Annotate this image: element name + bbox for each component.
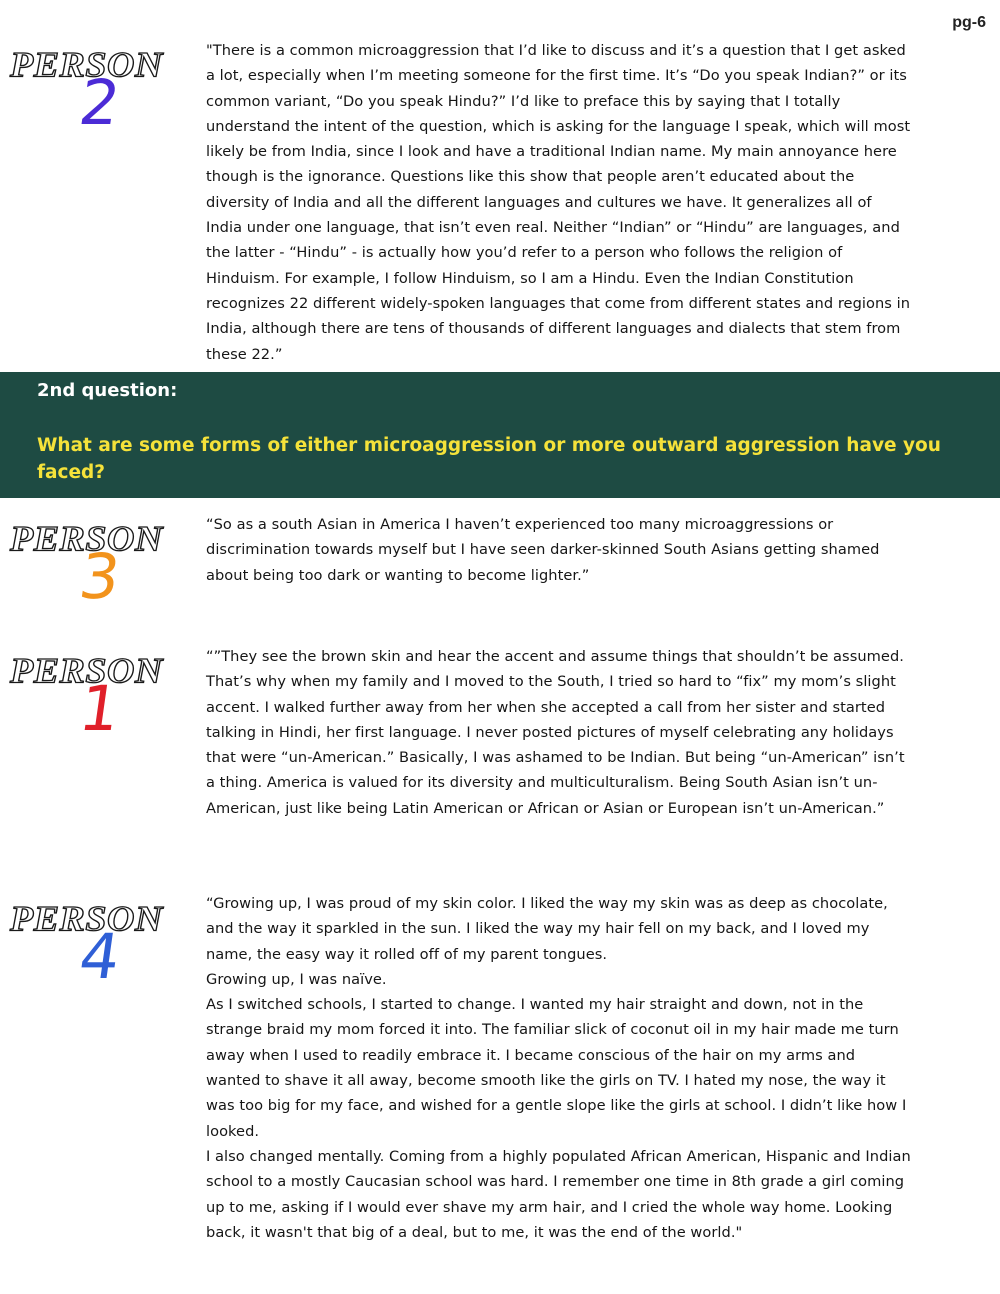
person-2-quote	[206, 38, 911, 367]
person-3-quote	[206, 512, 911, 588]
quote-paragraph: As I switched schools, I started to change. I wanted my hair straight and down, not in the strange braid my mom forced it into. The familiar slick of coconut oil in my hair made me turn away when I used to readily embrace it. I became conscious of the hair on my arms and wanted to shave it all away, become smooth like the girls on TV. I hated my nose, the way it was too big for my face, and wished for a gentle slope like the girls at school. I didn’t like how I looked.	[206, 996, 907, 1140]
quote-paragraph: "There is a common microaggression that I’d like to discuss and it’s a question that I get asked a lot, especially when I’m meeting someone for the first time. It’s “Do you speak Indian?” or its common variant, “Do you speak Hindu?” I’d like to preface this by saying that I totally understand the intent of the question, which is asking for the language I speak, which will most likely be from India, since I look and have a traditional Indian name. My main annoyance here though is the ignorance. Questions like this show that people aren’t educated about the diversity of India and all the different languages and cultures we have. It generalizes all of India under one language, that isn’t even real. Neither “Indian” or “Hindu” are languages, and the latter - “Hindu” - is actually how you’d refer to a person who follows the religion of Hinduism. For example, I follow Hinduism, so I am a Hindu. Even the Indian Constitution recognizes 22 different widely-spoken languages that come from different states and regions in India, although there are tens of thousands of different languages and dialects that stem from these 22.”	[206, 42, 911, 363]
person-4-label	[10, 898, 195, 998]
page-number: pg-6	[952, 14, 986, 31]
person-word: PERSON	[10, 44, 163, 85]
person-word: PERSON	[10, 650, 163, 691]
quote-paragraph: I also changed mentally. Coming from a highly populated African American, Hispanic and Indian school to a mostly Caucasian school was hard. I remember one time in 8th grade a girl coming up to me, asking if I would ever shave my arm hair, and I cried the whole way home. Looking back, it wasn't that big of a deal, but to me, it was the end of the world."	[206, 1147, 911, 1241]
person-2-label	[10, 44, 195, 144]
person-number: 4	[74, 920, 125, 993]
question-text: What are some forms of either microaggression or more outward aggression have you faced?	[37, 435, 941, 483]
person-4-quote	[206, 891, 911, 1245]
person-number: 3	[74, 540, 125, 613]
quote-paragraph: “Growing up, I was proud of my skin color. I liked the way my skin was as deep as chocolate, and the way it sparkled in the sun. I liked the way my hair fell on my back, and I loved my name, the easy way it rolled off of my parent tongues.	[206, 895, 888, 963]
person-3-label	[10, 518, 195, 618]
person-1-label	[10, 650, 195, 750]
person-number: 2	[74, 66, 125, 139]
quote-paragraph: Growing up, I was naïve.	[206, 970, 387, 988]
person-word: PERSON	[10, 898, 163, 939]
person-word: PERSON	[10, 518, 163, 559]
person-1-quote	[206, 644, 911, 821]
quote-paragraph: “So as a south Asian in America I haven’t experienced too many microaggressions or discrimination towards myself but I have seen darker-skinned South Asians getting shamed about being too dark or wanting to become lighter.”	[206, 516, 880, 584]
question-banner	[0, 372, 1000, 498]
question-label: 2nd question:	[37, 380, 178, 401]
quote-paragraph: “”They see the brown skin and hear the accent and assume things that shouldn’t be assumed. That’s why when my family and I moved to the South, I tried so hard to “fix” my mom’s slight accent. I walked further away from her when she accepted a call from her sister and started talking in Hindi, her first language. I never posted pictures of myself celebrating any holidays that were “un-American.” Basically, I was ashamed to be Indian. But being “un-American” isn’t a thing. America is valued for its diversity and multiculturalism. Being South Asian isn’t un-American, just like being Latin American or African or Asian or European isn’t un-American.”	[206, 648, 905, 817]
person-number: 1	[74, 672, 125, 745]
